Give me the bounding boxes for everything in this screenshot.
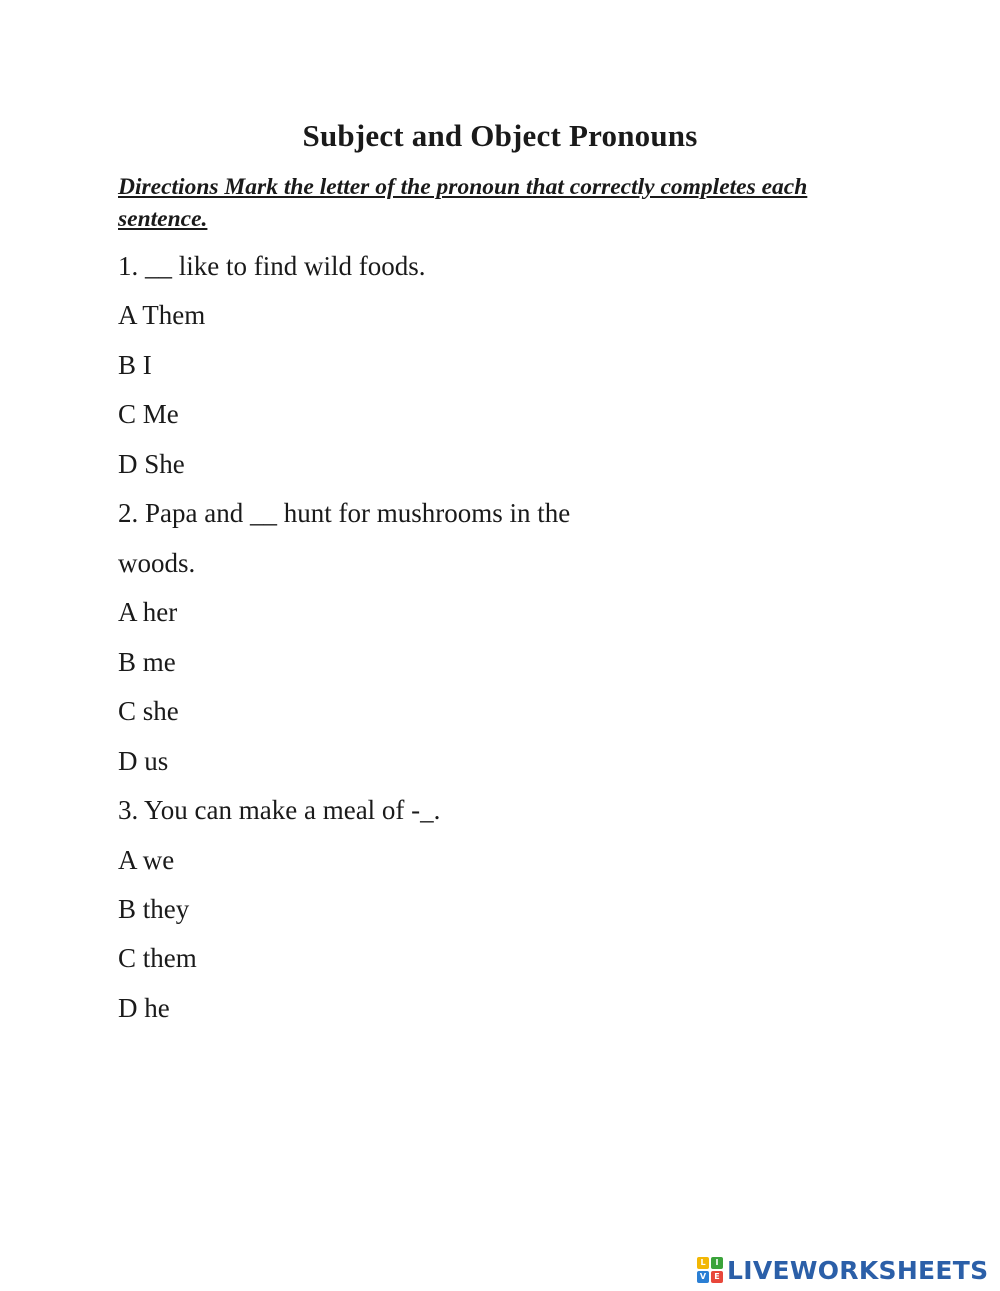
logo-letter-l: L — [697, 1257, 709, 1269]
directions: Directions Mark the letter of the pronoun that correctly completes each sentence. — [118, 174, 808, 232]
logo-letter-e: E — [711, 1271, 723, 1283]
q3-option-a: A we — [118, 845, 175, 875]
logo-mark-icon — [697, 1257, 723, 1283]
q1-option-d: D She — [118, 449, 185, 479]
q2-option-d: D us — [118, 746, 169, 776]
q2-option-b: B me — [118, 647, 176, 677]
q3-option-c: C them — [118, 943, 197, 973]
logo-letter-i: I — [711, 1257, 723, 1269]
q2-option-a: A her — [118, 597, 178, 627]
liveworksheets-logo — [697, 1255, 988, 1285]
q3-option-b: B they — [118, 894, 190, 924]
q1-option-c: C Me — [118, 399, 179, 429]
q1-option-a: A Them — [118, 300, 206, 330]
q2-option-c: C she — [118, 696, 179, 726]
page-title: Subject and Object Pronouns — [302, 118, 698, 153]
q1-question: 1. __ like to find wild foods. — [118, 251, 426, 281]
logo-text: LIVEWORKSHEETS — [727, 1255, 989, 1285]
q1-option-b: B I — [118, 350, 152, 380]
q3-option-d: D he — [118, 993, 170, 1023]
q2-question: 2. Papa and __ hunt for mushrooms in the — [118, 498, 571, 528]
q3-question: 3. You can make a meal of -_. — [118, 795, 441, 825]
q2-question-cont: woods. — [118, 548, 196, 578]
logo-letter-v: V — [697, 1271, 709, 1283]
